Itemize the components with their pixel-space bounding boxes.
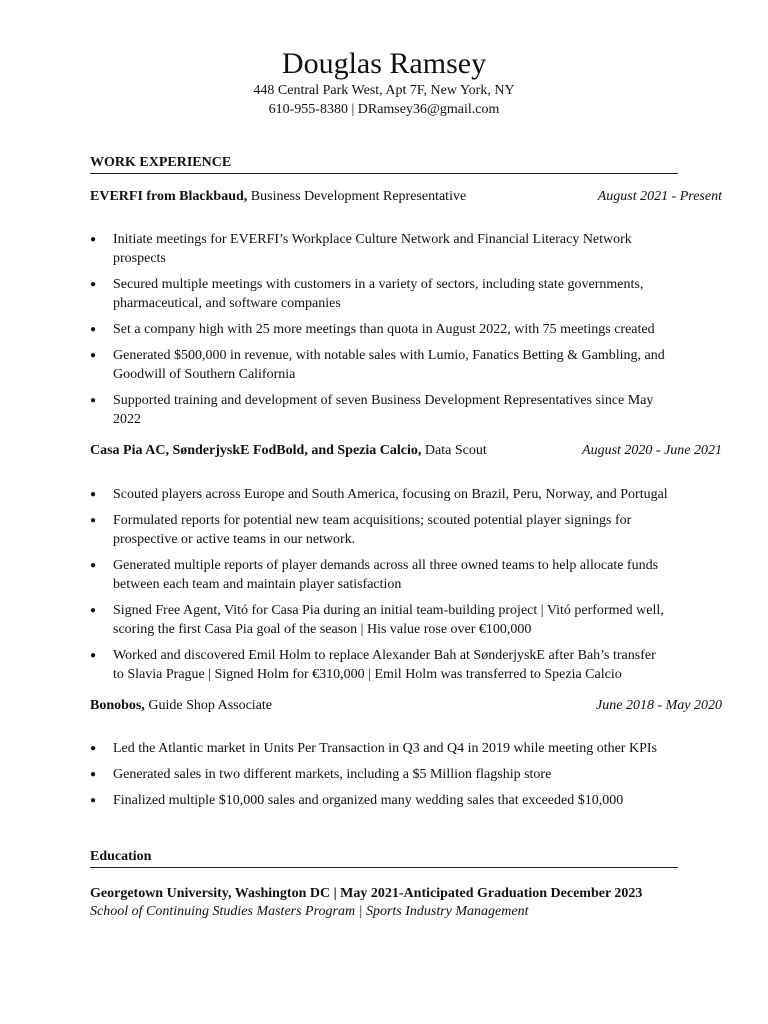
list-item: ● Generated sales in two different markets, including a $5 Million flagship store [90,765,670,784]
education-school: Georgetown University, Washington DC | May 2021-Anticipated Graduation December 2023 [90,886,643,901]
list-item: ● Signed Free Agent, Vitó for Casa Pia during an initial team-building project | Vitó performed well, scoring the first Casa Pia goal of the season | His value rose over €100,000 [90,601,670,639]
job-company: Bonobos, [90,698,145,713]
job-bullets-bonobos [90,739,670,817]
list-item: ● Generated multiple reports of player demands across all three owned teams to help allocate funds between each team and maintain player satisfaction [90,556,670,594]
job-role: Data Scout [421,443,487,458]
list-item: ● Scouted players across Europe and South America, focusing on Brazil, Peru, Norway, and Portugal [90,485,670,504]
job-dates: August 2021 - Present [597,189,722,204]
address-line: 448 Central Park West, Apt 7F, New York, NY [253,83,515,98]
education-program: School of Continuing Studies Masters Program | Sports Industry Management [90,904,529,919]
job-company: EVERFI from Blackbaud, [90,189,248,204]
list-item: ● Finalized multiple $10,000 sales and organized many wedding sales that exceeded $10,000 [90,791,670,810]
job-bullets-data-scout [90,485,670,691]
job-bullets-everfi [90,230,670,436]
job-dates: August 2020 - June 2021 [582,443,722,458]
section-divider [90,173,678,174]
list-item: ● Set a company high with 25 more meetings than quota in August 2022, with 75 meetings created [90,320,670,339]
section-title-education: Education [90,849,152,864]
job-role: Business Development Representative [247,189,467,204]
job-role: Guide Shop Associate [144,698,273,713]
list-item: ● Formulated reports for potential new team acquisitions; scouted potential player signings for prospective or active teams in our network. [90,511,670,549]
list-item: ● Supported training and development of seven Business Development Representatives since May 2022 [90,391,670,429]
list-item: ● Initiate meetings for EVERFI’s Workplace Culture Network and Financial Literacy Network prospects [90,230,670,268]
resume-name: Douglas Ramsey [281,47,487,80]
section-title-work: WORK EXPERIENCE [90,155,232,170]
job-header-bonobos [90,697,722,715]
section-divider [90,867,678,868]
list-item: ● Led the Atlantic market in Units Per Transaction in Q3 and Q4 in 2019 while meeting other KPIs [90,739,670,758]
contact-line: 610-955-8380 | DRamsey36@gmail.com [268,102,500,117]
job-dates: June 2018 - May 2020 [596,698,722,713]
job-header-data-scout [90,442,722,460]
list-item: ● Worked and discovered Emil Holm to replace Alexander Bah at SønderjyskE after Bah’s transfer to Slavia Prague | Signed Holm for €310,000 | Emil Holm was transferred to Spezia Calcio [90,646,670,684]
job-header-everfi [90,188,722,206]
list-item: ● Generated $500,000 in revenue, with notable sales with Lumio, Fanatics Betting & Gambling, and Goodwill of Southern California [90,346,670,384]
list-item: ● Secured multiple meetings with customers in a variety of sectors, including state governments, pharmaceutical, and software companies [90,275,670,313]
job-company: Casa Pia AC, SønderjyskE FodBold, and Spezia Calcio, [90,443,422,458]
